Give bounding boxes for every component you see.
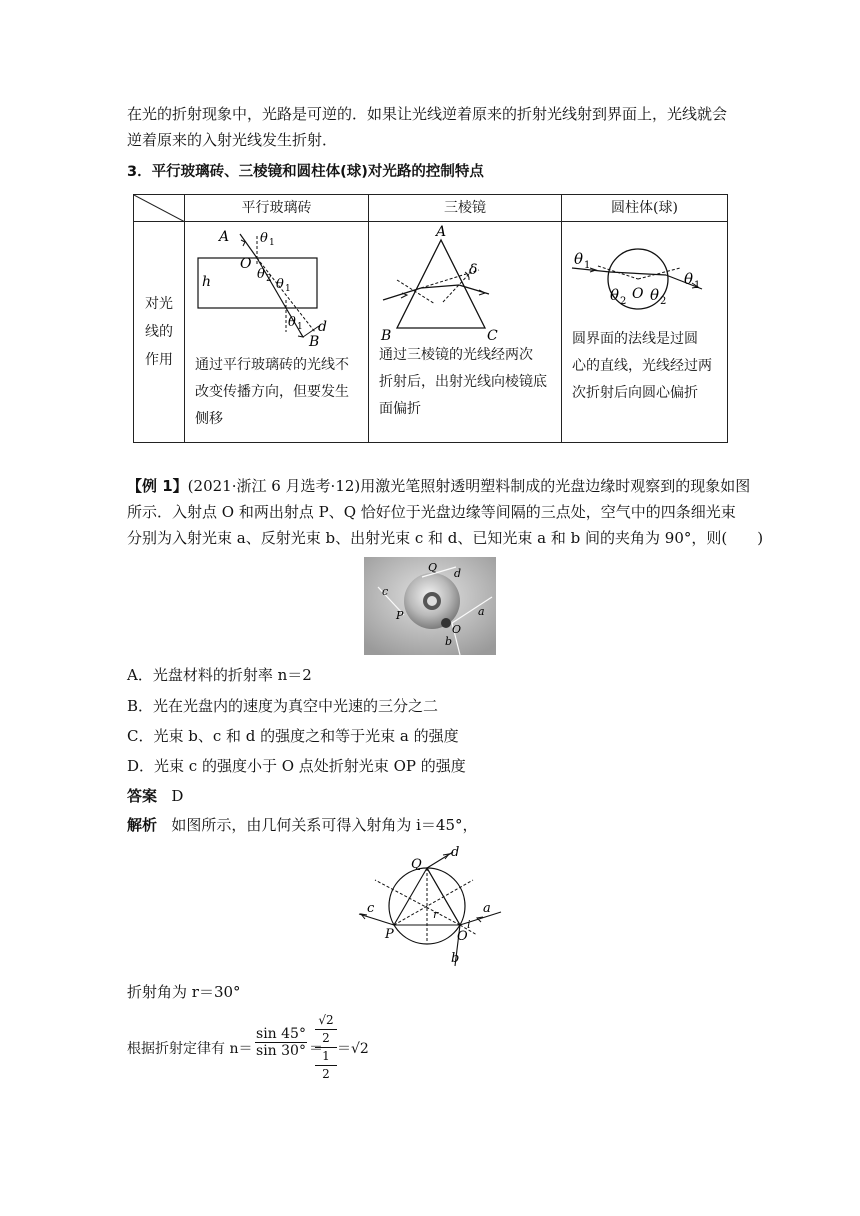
cylinder-theta1-left: θ xyxy=(574,250,584,268)
fig-label-r: r xyxy=(433,908,439,921)
answer-value: D xyxy=(171,787,184,805)
photo-label-a: a xyxy=(478,605,485,618)
answer-line xyxy=(127,785,183,807)
cylinder-theta2-left-sub: 2 xyxy=(620,296,627,307)
analysis-label: 解析 xyxy=(127,816,158,834)
example-tag: 【例 1】 xyxy=(127,477,188,495)
snell-formula xyxy=(127,1012,387,1092)
cylinder-theta1-left-sub: 1 xyxy=(584,260,591,271)
big-num-bot: 2 xyxy=(315,1029,337,1047)
glass-theta1-bottom-sub: 1 xyxy=(297,322,303,332)
option-a: A．光盘材料的折射率 n＝2 xyxy=(127,666,312,684)
glass-theta1-bottom: θ xyxy=(288,315,296,330)
big-num-top: √2 xyxy=(318,1013,334,1027)
analysis-geometry-figure xyxy=(355,840,505,970)
glass-caption-line: 改变传播方向，但要发生 xyxy=(195,384,349,400)
formula-big-fraction xyxy=(315,1012,337,1083)
photo-label-Q: Q xyxy=(428,561,438,574)
glass-theta1-top-sub: 1 xyxy=(269,238,275,248)
fig-label-b: b xyxy=(451,951,460,966)
glass-label-d: d xyxy=(318,319,327,335)
cylinder-caption-line: 心的直线，光线经过两 xyxy=(572,358,712,374)
glass-label-O: O xyxy=(240,256,252,272)
cylinder-theta2-left: θ xyxy=(610,286,620,304)
example-source: (2021·浙江 6 月选考·12) xyxy=(187,477,361,495)
formula-numerator: sin 45° xyxy=(256,1026,306,1042)
row-label xyxy=(134,222,185,443)
diagonal-line-icon xyxy=(134,195,185,222)
prism-caption-line: 面偏折 xyxy=(379,401,421,417)
fig-label-i: i xyxy=(467,918,471,931)
fig-label-d: d xyxy=(451,845,460,860)
prism-diagram xyxy=(369,222,562,352)
glass-theta1-mid-sub: 1 xyxy=(285,284,291,294)
formula-denominator: sin 30° xyxy=(256,1043,306,1059)
glass-label-B: B xyxy=(309,334,320,350)
intro-line-2: 逆着原来的入射光线发生折射． xyxy=(127,131,338,149)
big-den-bot: 2 xyxy=(315,1065,337,1083)
option-c: C．光束 b、c 和 d 的强度之和等于光束 a 的强度 xyxy=(127,727,459,745)
header-glass: 平行玻璃砖 xyxy=(185,195,369,222)
formula-prefix: 根据折射定律有 n＝ xyxy=(127,1041,253,1057)
glass-theta2-sub: 2 xyxy=(266,274,272,284)
cylinder-theta2-right: θ xyxy=(650,286,660,304)
prism-label-B: B xyxy=(381,328,392,344)
formula-fraction xyxy=(255,1026,307,1059)
prism-caption xyxy=(379,342,547,423)
photo-label-d: d xyxy=(454,567,462,580)
glass-theta2: θ xyxy=(257,267,265,282)
fig-label-a: a xyxy=(483,901,491,916)
cylinder-caption-line: 次折射后向圆心偏折 xyxy=(572,385,698,401)
photo-label-P: P xyxy=(396,609,404,622)
example-line-2: 所示．入射点 O 和两出射点 P、Q 恰好位于光盘边缘等间隔的三点处，空气中的四条细光束 xyxy=(127,503,736,521)
prism-caption-line: 折射后，出射光线向棱镜底 xyxy=(379,374,547,390)
photo-label-b: b xyxy=(445,635,453,648)
glass-theta1-mid: θ xyxy=(276,277,284,292)
example-line-3: 分别为入射光束 a、反射光束 b、出射光束 c 和 d、已知光束 a 和 b 间的夹角为 90°，则( ) xyxy=(127,529,764,547)
cylinder-cell xyxy=(562,222,728,443)
cylinder-label-O: O xyxy=(632,286,644,302)
fig-label-O: O xyxy=(457,929,468,944)
cylinder-theta1-right: θ xyxy=(684,270,694,288)
big-den-top: 1 xyxy=(315,1047,337,1065)
photo-label-c: c xyxy=(382,585,389,598)
answer-label: 答案 xyxy=(127,787,158,805)
glass-label-h: h xyxy=(202,274,212,290)
cylinder-caption xyxy=(572,326,712,407)
cylinder-diagram xyxy=(562,222,728,332)
header-prism: 三棱镜 xyxy=(369,195,562,222)
fig-label-P: P xyxy=(385,927,394,942)
section-3-heading xyxy=(127,160,737,185)
cylinder-theta2-right-sub: 2 xyxy=(660,296,667,307)
formula-result: ＝√2 xyxy=(337,1041,369,1057)
option-b: B．光在光盘内的速度为真空中光速的三分之二 xyxy=(127,697,439,715)
comparison-table xyxy=(133,194,728,443)
glass-cell xyxy=(185,222,369,443)
glass-slab-diagram xyxy=(185,222,369,372)
intro-line-1: 在光的折射现象中，光路是可逆的．如果让光线逆着原来的折射光线射到界面上，光线就会 xyxy=(127,105,728,123)
section-number: 3． xyxy=(127,164,152,180)
row-label-line-3: 作用 xyxy=(145,352,173,368)
glass-theta1-top: θ xyxy=(260,231,268,246)
analysis-text: 如图所示，由几何关系可得入射角为 i＝45°， xyxy=(171,816,478,834)
prism-caption-line: 通过三棱镜的光线经两次 xyxy=(379,347,533,363)
refraction-angle-line: 折射角为 r＝30° xyxy=(127,983,241,1001)
cylinder-theta1-right-sub: 1 xyxy=(694,280,701,291)
option-d: D．光束 c 的强度小于 O 点处折射光束 OP 的强度 xyxy=(127,757,466,775)
row-label-line-2: 线的 xyxy=(145,324,173,340)
example-line-1 xyxy=(127,474,751,499)
glass-caption-line: 侧移 xyxy=(195,411,223,427)
prism-label-C: C xyxy=(487,328,498,344)
cd-photo xyxy=(364,557,496,655)
row-label-line-1: 对光 xyxy=(145,296,173,312)
glass-caption xyxy=(195,352,349,433)
header-cylinder: 圆柱体(球) xyxy=(562,195,728,222)
example-line-1-text: 用激光笔照射透明塑料制成的光盘边缘时观察到的现象如图 xyxy=(360,477,751,495)
analysis-line xyxy=(127,814,477,836)
formula-equals: ＝ xyxy=(309,1041,323,1057)
fig-label-Q: Q xyxy=(411,857,422,872)
prism-label-delta: δ xyxy=(469,262,478,278)
glass-label-A: A xyxy=(219,229,230,245)
glass-caption-line: 通过平行玻璃砖的光线不 xyxy=(195,357,349,373)
prism-cell xyxy=(369,222,562,443)
table-corner-cell xyxy=(134,195,185,222)
section-title: 平行玻璃砖、三棱镜和圆柱体(球)对光路的控制特点 xyxy=(151,164,484,180)
prism-label-A: A xyxy=(436,224,447,240)
photo-label-O: O xyxy=(452,623,462,636)
fig-label-c: c xyxy=(367,901,375,916)
cylinder-caption-line: 圆界面的法线是过圆 xyxy=(572,331,698,347)
